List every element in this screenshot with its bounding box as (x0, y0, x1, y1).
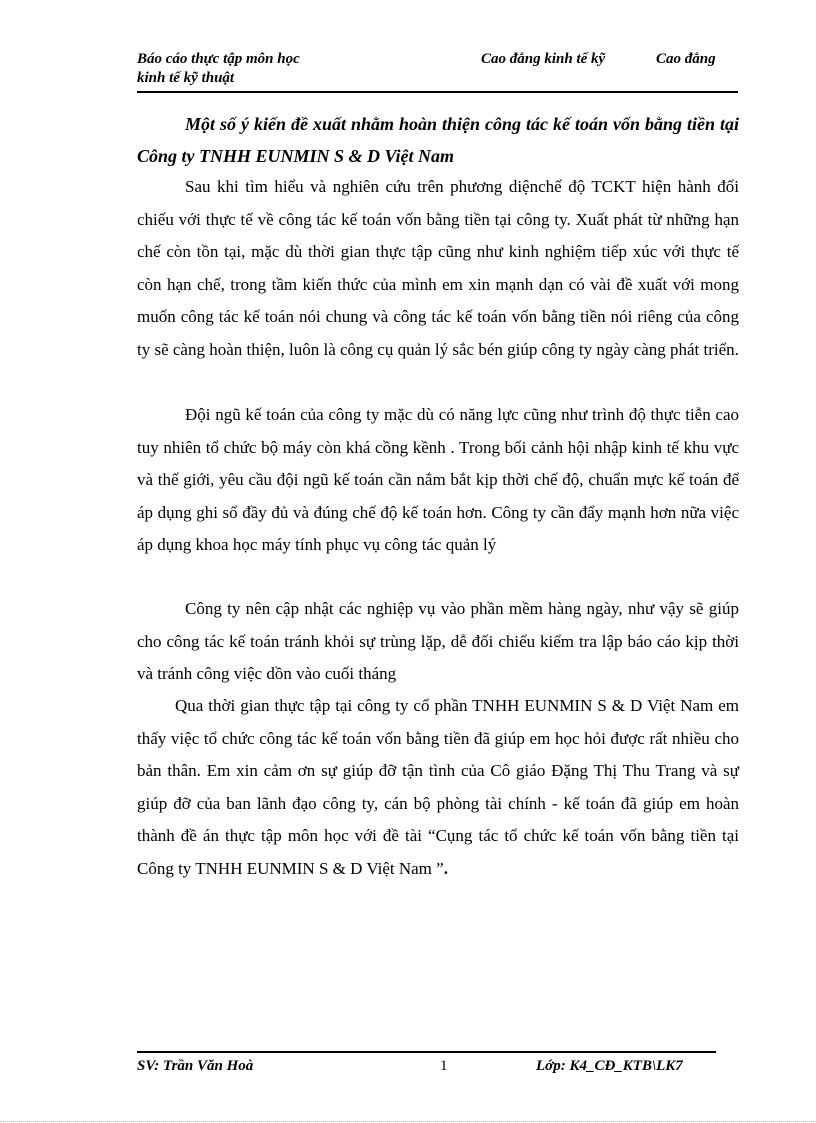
footer-page-number: 1 (440, 1058, 448, 1074)
header-report-title: Báo cáo thực tập môn học (137, 51, 300, 67)
header-school-name: Cao đẳng kinh tế kỹ (481, 51, 606, 67)
paragraph-4 (137, 690, 739, 886)
section-title: Một số ý kiến đề xuất nhằm hoàn thiện công tác kế toán vốn bằng tiền tại Công ty TNHH EUNMIN S & D Việt Nam (137, 114, 739, 166)
footer-class-code: Lớp: K4_CĐ_KTB\LK7 (536, 1058, 683, 1074)
paragraph-4-end: . (443, 858, 448, 878)
header-school-level: Cao đẳng (656, 51, 716, 67)
header-report-subject: kinh tế kỹ thuật (137, 70, 235, 86)
header-divider (137, 91, 738, 93)
footer-student-name: SV: Trần Văn Hoà (137, 1058, 254, 1074)
paragraph-3: Công ty nên cập nhật các nghiệp vụ vào phần mềm hàng ngày, như vậy sẽ giúp cho công tác kế toán tránh khỏi sự trùng lặp, dễ đối chiếu kiểm tra lập báo cáo kịp thời và tránh công việc dồn vào cuối tháng (137, 599, 739, 684)
footer-divider (137, 1051, 716, 1053)
paragraph-2: Đội ngũ kế toán của công ty mặc dù có năng lực cũng như trình độ thực tiễn cao tuy nhiên tổ chức bộ máy còn khá cồng kềnh . Trong bối cảnh hội nhập kinh tế khu vực và thế giới, yêu cầu đội ngũ kế toán cần nắm bắt kịp thời chế độ, chuẩn mực kế toán để áp dụng ghi sổ đầy đủ và đúng chế độ kế toán hơn. Công ty cần đẩy mạnh hơn nữa việc áp dụng khoa học máy tính phục vụ công tác quản lý (137, 405, 739, 555)
paragraph-4-text: Qua thời gian thực tập tại công ty cổ phần TNHH EUNMIN S & D Việt Nam em thấy việc tổ chức công tác kế toán vốn bằng tiền đã giúp em học hỏi được rất nhiều cho bản thân. Em xin cảm ơn sự giúp đỡ tận tình của Cô giáo Đặng Thị Thu Trang và sự giúp đỡ của ban lãnh đạo công ty, cán bộ phòng tài chính - kế toán đã giúp em hoàn thành đề án thực tập môn học với đề tài “Cụng tác tổ chức kế toán vốn bằng tiền tại Công ty TNHH EUNMIN S & D Việt Nam ” (137, 696, 739, 878)
paragraph-1: Sau khi tìm hiểu và nghiên cứu trên phương diệnchế độ TCKT hiện hành đối chiếu với thực tế về công tác kế toán vốn bằng tiền tại công ty. Xuất phát từ những hạn chế còn tồn tại, mặc dù thời gian thực tập cũng như kinh nghiệm tiếp xúc với thực tế còn hạn chế, trong tầm kiến thức của mình em xin mạnh dạn có vài đề xuất với mong muốn công tác kế toán nói chung và công tác kế toán vốn bằng tiền nói riêng của công ty sẽ càng hoàn thiện, luôn là công cụ quản lý sắc bén giúp công ty ngày càng phát triển. (137, 177, 739, 359)
page-bottom-edge (0, 1121, 816, 1122)
